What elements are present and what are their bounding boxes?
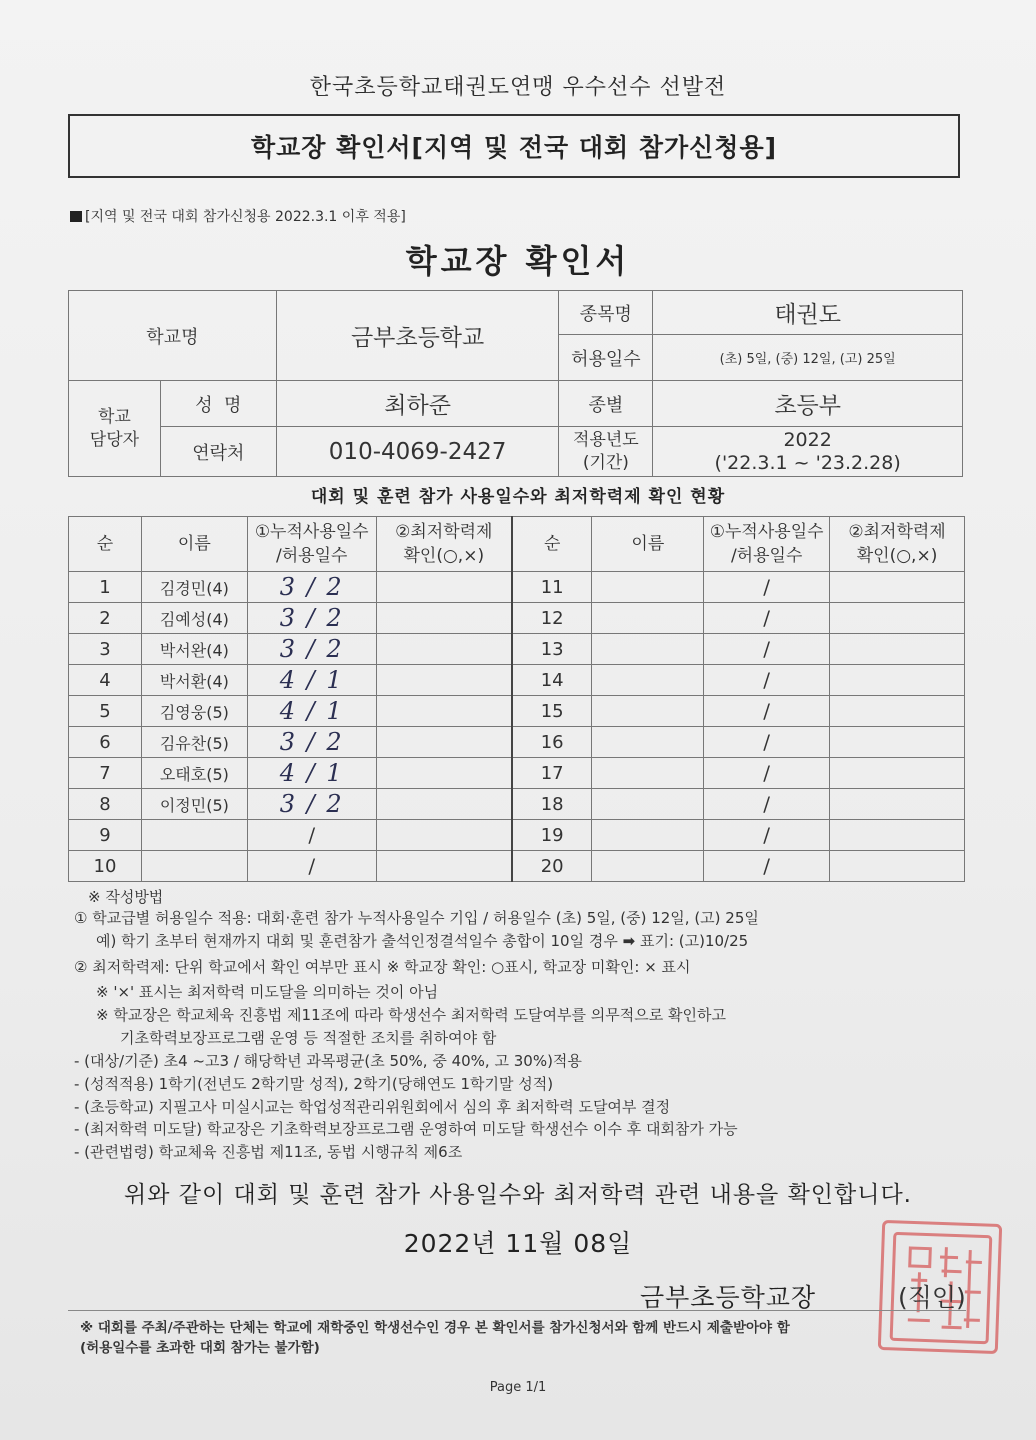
instruction-line: 기초학력보장프로그램 운영 등 적절한 조치를 취하여야 함 <box>120 1029 497 1047</box>
row-days: 3 / 2 <box>247 727 376 758</box>
name-label: 성 명 <box>160 381 276 427</box>
row-num: 10 <box>69 851 142 882</box>
row-days: 4 / 1 <box>247 758 376 789</box>
roster-header-row <box>69 517 965 572</box>
row-days: 3 / 2 <box>247 603 376 634</box>
manager-label <box>69 381 161 477</box>
row-min-check <box>376 758 512 789</box>
instruction-example-notation: 표기: (고)10/25 <box>639 932 749 950</box>
header-days-line1: ①누적사용일수 <box>709 522 824 542</box>
table-row <box>69 572 965 603</box>
row-num: 20 <box>512 851 592 882</box>
row-name <box>592 851 704 882</box>
table-row <box>69 758 965 789</box>
right-arrow-icon: ➡ <box>622 932 636 950</box>
instruction-line: ※ 학교장은 학교체육 진흥법 제11조에 따라 학생선수 최저학력 도달여부를 의무적으로 확인하고 <box>96 1006 726 1024</box>
row-num: 3 <box>69 634 142 665</box>
row-days: 3 / 2 <box>247 572 376 603</box>
row-num: 7 <box>69 758 142 789</box>
row-name: 김유찬(5) <box>141 727 247 758</box>
page-number: Page 1/1 <box>489 1380 547 1395</box>
division-value: 초등부 <box>653 381 963 427</box>
year-value <box>653 427 963 477</box>
header-min-line2: 확인(○,×) <box>856 546 938 566</box>
table-row <box>69 851 965 882</box>
row-num: 5 <box>69 696 142 727</box>
row-days: / <box>704 572 830 603</box>
footnote <box>80 1318 790 1358</box>
year-label <box>559 427 653 477</box>
roster-table <box>68 516 965 882</box>
contact-value: 010-4069-2427 <box>276 427 559 477</box>
instruction-line: ① 학교급별 허용일수 적용: 대회·훈련 참가 누적사용일수 기입 / 허용일수 (초) 5일, (중) 12일, (고) 25일 <box>74 909 759 927</box>
header-min-left <box>376 517 512 572</box>
row-name: 박서완(4) <box>141 634 247 665</box>
school-value: 금부초등학교 <box>276 291 559 381</box>
instruction-line: - (관련법령) 학교체육 진흥법 제11조, 동법 시행규칙 제6조 <box>74 1143 463 1161</box>
instruction-line: - (대상/기준) 초4 ~고3 / 해당학년 과목평균(초 50%, 중 40%, 고 30%)적용 <box>74 1052 582 1070</box>
row-name: 김경민(4) <box>141 572 247 603</box>
roster-title: 대회 및 훈련 참가 사용일수와 최저학력제 확인 현황 <box>310 487 726 507</box>
row-days: 4 / 1 <box>247 696 376 727</box>
row-min-check <box>830 572 965 603</box>
row-min-check <box>376 634 512 665</box>
header-num-left: 순 <box>69 517 142 572</box>
instructions-heading: ※ 작성방법 <box>88 888 164 906</box>
black-square-icon <box>70 211 82 222</box>
header-days-line1: ①누적사용일수 <box>254 522 369 542</box>
footnote-divider <box>68 1310 966 1311</box>
instruction-line: ※ '×' 표시는 최저학력 미도달을 의미하는 것이 아님 <box>96 983 439 1001</box>
row-name <box>592 789 704 820</box>
row-min-check <box>830 665 965 696</box>
year-label-line1: 적용년도 <box>573 429 639 450</box>
year-value-line2: ('22.3.1 ~ '23.2.28) <box>714 451 901 474</box>
row-days: / <box>704 634 830 665</box>
table-row <box>69 665 965 696</box>
row-min-check <box>376 696 512 727</box>
row-num: 6 <box>69 727 142 758</box>
row-name <box>141 851 247 882</box>
document-title: 학교장 확인서 <box>405 242 631 280</box>
instruction-line: - (초등학교) 지필고사 미실시교는 학업성적관리위원회에서 심의 후 최저학력 도달여부 결정 <box>74 1098 671 1116</box>
allowed-days-value: (초) 5일, (중) 12일, (고) 25일 <box>653 335 963 381</box>
header-days-left <box>247 517 376 572</box>
row-days: / <box>704 603 830 634</box>
row-num: 9 <box>69 820 142 851</box>
header-num-right: 순 <box>512 517 592 572</box>
division-label: 종별 <box>559 381 653 427</box>
organization-header: 한국초등학교태권도연맹 우수선수 선발전 <box>309 75 727 100</box>
table-row <box>69 820 965 851</box>
instruction-line: - (성적적용) 1학기(전년도 2학기말 성적), 2학기(당해연도 1학기말 성적) <box>74 1075 554 1093</box>
instruction-line <box>96 930 748 951</box>
row-name: 박서환(4) <box>141 665 247 696</box>
row-days: / <box>704 789 830 820</box>
row-name: 이정민(5) <box>141 789 247 820</box>
row-days: 3 / 2 <box>247 789 376 820</box>
row-days: / <box>704 758 830 789</box>
row-name <box>141 820 247 851</box>
row-days: / <box>704 851 830 882</box>
row-min-check <box>376 727 512 758</box>
seal-mark-label: (직인) <box>898 1283 966 1312</box>
event-label: 종목명 <box>559 291 653 335</box>
row-num: 12 <box>512 603 592 634</box>
row-min-check <box>830 696 965 727</box>
row-min-check <box>830 789 965 820</box>
year-label-line2: (기간) <box>582 452 629 473</box>
row-min-check <box>830 820 965 851</box>
row-days: / <box>247 820 376 851</box>
year-value-line1: 2022 <box>783 428 832 451</box>
manager-label-line1: 학교 <box>98 406 131 427</box>
school-label: 학교명 <box>69 291 277 381</box>
school-info-table <box>68 290 963 477</box>
instruction-example: 예) 학기 초부터 현재까지 대회 및 훈련참가 출석인정결석일수 총합이 10일 경우 <box>96 932 618 950</box>
row-num: 19 <box>512 820 592 851</box>
table-row <box>69 603 965 634</box>
apply-note <box>70 206 406 226</box>
allowed-days-label: 허용일수 <box>559 335 653 381</box>
row-name <box>592 758 704 789</box>
row-name <box>592 572 704 603</box>
row-num: 13 <box>512 634 592 665</box>
row-name: 오태호(5) <box>141 758 247 789</box>
name-value: 최하준 <box>276 381 559 427</box>
manager-label-line2: 담당자 <box>89 429 140 450</box>
header-name-right: 이름 <box>592 517 704 572</box>
row-days: / <box>247 851 376 882</box>
header-days-line2: /허용일수 <box>730 546 803 566</box>
event-value: 태권도 <box>653 291 963 335</box>
row-num: 11 <box>512 572 592 603</box>
row-num: 14 <box>512 665 592 696</box>
apply-note-text: [지역 및 전국 대회 참가신청용 2022.3.1 이후 적용] <box>85 209 406 225</box>
header-name-left: 이름 <box>141 517 247 572</box>
row-name <box>592 727 704 758</box>
row-days: / <box>704 665 830 696</box>
row-days: 3 / 2 <box>247 634 376 665</box>
form-title-box <box>68 114 960 178</box>
row-min-check <box>376 789 512 820</box>
row-num: 16 <box>512 727 592 758</box>
row-min-check <box>376 820 512 851</box>
row-num: 17 <box>512 758 592 789</box>
row-num: 4 <box>69 665 142 696</box>
row-name <box>592 634 704 665</box>
row-min-check <box>830 758 965 789</box>
row-num: 2 <box>69 603 142 634</box>
row-num: 18 <box>512 789 592 820</box>
footnote-line-1: ※ 대회를 주최/주관하는 단체는 학교에 재학중인 학생선수인 경우 본 확인서를 참가신청서와 함께 반드시 제출받아야 함 <box>80 1320 790 1336</box>
row-min-check <box>830 851 965 882</box>
row-days: / <box>704 820 830 851</box>
instruction-line: ② 최저학력제: 단위 학교에서 확인 여부만 표시 ※ 학교장 확인: ○표시, 학교장 미확인: × 표시 <box>74 958 691 976</box>
row-days: / <box>704 696 830 727</box>
row-min-check <box>376 665 512 696</box>
row-name <box>592 820 704 851</box>
row-min-check <box>376 851 512 882</box>
table-row <box>69 789 965 820</box>
header-days-right <box>704 517 830 572</box>
row-name <box>592 665 704 696</box>
header-min-right <box>830 517 965 572</box>
header-min-line1: ②최저학력제 <box>848 522 946 542</box>
header-min-line2: 확인(○,×) <box>403 546 485 566</box>
signature-date: 2022년 11월 08일 <box>403 1229 633 1258</box>
table-row <box>69 696 965 727</box>
header-min-line1: ②최저학력제 <box>395 522 493 542</box>
row-days: / <box>704 727 830 758</box>
instruction-line: - (최저학력 미도달) 학교장은 기초학력보장프로그램 운영하여 미도달 학생선수 이수 후 대회참가 가능 <box>74 1120 738 1138</box>
contact-label: 연락처 <box>160 427 276 477</box>
row-min-check <box>830 727 965 758</box>
row-name: 김예성(4) <box>141 603 247 634</box>
row-min-check <box>830 603 965 634</box>
table-row <box>69 634 965 665</box>
row-name <box>592 603 704 634</box>
row-name <box>592 696 704 727</box>
row-num: 1 <box>69 572 142 603</box>
confirmation-statement: 위와 같이 대회 및 훈련 참가 사용일수와 최저학력 관련 내용을 확인합니다. <box>124 1182 912 1208</box>
row-name: 김영웅(5) <box>141 696 247 727</box>
footnote-line-2: (허용일수를 초과한 대회 참가는 불가함) <box>80 1340 320 1356</box>
header-days-line2: /허용일수 <box>276 546 348 566</box>
row-min-check <box>376 572 512 603</box>
row-min-check <box>830 634 965 665</box>
row-days: 4 / 1 <box>247 665 376 696</box>
row-num: 15 <box>512 696 592 727</box>
table-row <box>69 727 965 758</box>
row-min-check <box>376 603 512 634</box>
principal-title: 금부초등학교장 <box>640 1283 817 1312</box>
row-num: 8 <box>69 789 142 820</box>
form-title: 학교장 확인서[지역 및 전국 대회 참가신청용] <box>250 133 778 162</box>
